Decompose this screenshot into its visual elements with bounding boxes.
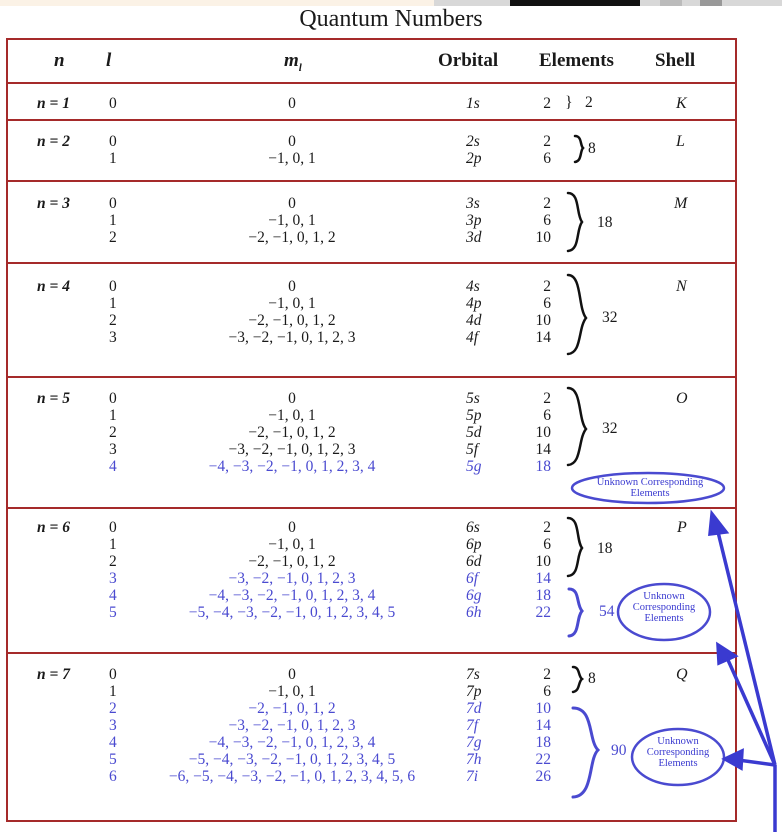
- row-elements: 2: [543, 195, 551, 212]
- row-orbital: 1s: [466, 95, 480, 112]
- row-orbital: 5p: [466, 407, 482, 424]
- row-n: n = 7: [37, 666, 70, 683]
- row-l: 0: [109, 278, 117, 295]
- row-l: 0: [109, 666, 117, 683]
- row-ml-value: −4, −3, −2, −1, 0, 1, 2, 3, 4: [208, 734, 376, 751]
- row-l: 4: [109, 458, 117, 475]
- row-orbital: 5d: [466, 424, 482, 441]
- row-ml-value: 0: [288, 195, 296, 212]
- row-l: 2: [109, 312, 117, 329]
- row-n: n = 5: [37, 390, 70, 407]
- shell-n: N: [676, 278, 687, 295]
- shell-k: K: [676, 95, 687, 112]
- row-elements: 22: [535, 604, 551, 621]
- row-orbital: 3d: [466, 229, 482, 246]
- brace-o: [568, 388, 586, 465]
- brace-m: [568, 193, 582, 251]
- note-n5: Unknown Corresponding Elements: [596, 477, 704, 499]
- row-ml-value: 0: [288, 95, 296, 112]
- shell-l: L: [676, 133, 685, 150]
- row-orbital: 7d: [466, 700, 482, 717]
- row-elements: 2: [543, 666, 551, 683]
- row-orbital: 7i: [466, 768, 479, 785]
- row-orbital: 7f: [466, 717, 479, 734]
- total-n: 32: [602, 309, 618, 326]
- row-ml-value: −2, −1, 0, 1, 2: [248, 553, 336, 570]
- row-l: 3: [109, 717, 117, 734]
- row-orbital: 6h: [466, 604, 482, 621]
- row-l: 0: [109, 95, 117, 112]
- total-p-unknown: 54: [599, 603, 615, 620]
- row-l: 3: [109, 441, 117, 458]
- header-ml: $m_l$: [284, 50, 302, 74]
- row-elements: 14: [535, 441, 551, 458]
- row-l: 0: [109, 195, 117, 212]
- row-orbital: 3p: [466, 212, 482, 229]
- brace-k: }: [565, 94, 573, 111]
- row-l: 1: [109, 683, 117, 700]
- page-title: Quantum Numbers: [299, 6, 483, 32]
- row-elements: 2: [543, 519, 551, 536]
- header-l: l: [106, 50, 112, 71]
- brace-q-blue: [573, 708, 598, 797]
- row-ml-value: −5, −4, −3, −2, −1, 0, 1, 2, 3, 4, 5: [188, 604, 396, 621]
- row-ml-value: −6, −5, −4, −3, −2, −1, 0, 1, 2, 3, 4, 5, 6: [168, 768, 416, 785]
- brace-p: [568, 518, 582, 576]
- row-l: 0: [109, 133, 117, 150]
- row-n: n = 6: [37, 519, 70, 536]
- row-l: 0: [109, 390, 117, 407]
- row-elements: 22: [535, 751, 551, 768]
- row-orbital: 5g: [466, 458, 482, 475]
- row-l: 1: [109, 295, 117, 312]
- row-elements: 2: [543, 390, 551, 407]
- row-elements: 14: [535, 717, 551, 734]
- row-l: 1: [109, 212, 117, 229]
- header-n: n: [54, 50, 65, 71]
- row-orbital: 7p: [466, 683, 482, 700]
- row-elements: 14: [535, 570, 551, 587]
- total-o: 32: [602, 420, 618, 437]
- shell-m: M: [674, 195, 688, 212]
- row-orbital: 6d: [466, 553, 482, 570]
- total-q: 8: [588, 670, 596, 687]
- row-orbital: 5f: [466, 441, 479, 458]
- row-elements: 10: [535, 553, 551, 570]
- row-n: n = 1: [37, 95, 70, 112]
- row-l: 5: [109, 751, 117, 768]
- row-ml-value: 0: [288, 133, 296, 150]
- row-ml-value: −3, −2, −1, 0, 1, 2, 3: [228, 329, 356, 346]
- row-elements: 6: [543, 407, 551, 424]
- brace-l: [575, 136, 583, 162]
- row-orbital: 6s: [466, 519, 480, 536]
- row-l: 0: [109, 519, 117, 536]
- row-ml-value: 0: [288, 390, 296, 407]
- row-l: 3: [109, 329, 117, 346]
- row-ml-value: −3, −2, −1, 0, 1, 2, 3: [228, 570, 356, 587]
- row-elements: 6: [543, 150, 551, 167]
- row-ml-value: −3, −2, −1, 0, 1, 2, 3: [228, 717, 356, 734]
- row-ml-value: 0: [288, 666, 296, 683]
- row-elements: 2: [543, 133, 551, 150]
- row-l: 5: [109, 604, 117, 621]
- row-orbital: 2p: [466, 150, 482, 167]
- row-l: 2: [109, 700, 117, 717]
- row-ml-value: −2, −1, 0, 1, 2: [248, 312, 336, 329]
- row-ml-value: −1, 0, 1: [268, 683, 316, 700]
- row-orbital: 2s: [466, 133, 480, 150]
- row-l: 6: [109, 768, 117, 785]
- row-elements: 6: [543, 295, 551, 312]
- row-l: 1: [109, 407, 117, 424]
- header-elements: Elements: [539, 50, 614, 71]
- row-orbital: 6g: [466, 587, 482, 604]
- row-ml-value: 0: [288, 278, 296, 295]
- brace-p-blue: [569, 589, 582, 636]
- brace-q: [573, 667, 582, 692]
- row-l: 2: [109, 229, 117, 246]
- row-elements: 18: [535, 587, 551, 604]
- row-elements: 6: [543, 212, 551, 229]
- row-elements: 6: [543, 536, 551, 553]
- shell-q: Q: [676, 666, 688, 683]
- row-elements: 10: [535, 424, 551, 441]
- row-n: n = 2: [37, 133, 70, 150]
- shell-o: O: [676, 390, 688, 407]
- note-n6: Unknown Corresponding Elements: [632, 591, 696, 624]
- row-ml-value: −4, −3, −2, −1, 0, 1, 2, 3, 4: [208, 458, 376, 475]
- row-ml-value: −1, 0, 1: [268, 150, 316, 167]
- row-ml-value: −1, 0, 1: [268, 295, 316, 312]
- row-ml-value: −1, 0, 1: [268, 212, 316, 229]
- row-l: 1: [109, 536, 117, 553]
- row-ml-value: −2, −1, 0, 1, 2: [248, 424, 336, 441]
- row-orbital: 7g: [466, 734, 482, 751]
- row-orbital: 4p: [466, 295, 482, 312]
- row-ml-value: −1, 0, 1: [268, 536, 316, 553]
- total-k: 2: [585, 94, 593, 111]
- row-l: 2: [109, 553, 117, 570]
- row-ml-value: −1, 0, 1: [268, 407, 316, 424]
- row-elements: 18: [535, 458, 551, 475]
- row-n: n = 3: [37, 195, 70, 212]
- row-orbital: 7s: [466, 666, 480, 683]
- row-orbital: 6f: [466, 570, 479, 587]
- row-ml-value: 0: [288, 519, 296, 536]
- row-elements: 10: [535, 229, 551, 246]
- row-elements: 10: [535, 700, 551, 717]
- header-shell: Shell: [655, 50, 696, 71]
- shell-p: P: [677, 519, 687, 536]
- total-m: 18: [597, 214, 613, 231]
- row-ml-value: −2, −1, 0, 1, 2: [248, 229, 336, 246]
- total-l: 8: [588, 140, 596, 157]
- row-orbital: 7h: [466, 751, 482, 768]
- row-elements: 10: [535, 312, 551, 329]
- row-elements: 14: [535, 329, 551, 346]
- row-elements: 26: [535, 768, 551, 785]
- row-elements: 6: [543, 683, 551, 700]
- row-l: 2: [109, 424, 117, 441]
- note-n7: Unknown Corresponding Elements: [646, 736, 710, 769]
- total-p: 18: [597, 540, 613, 557]
- row-orbital: 3s: [466, 195, 480, 212]
- row-orbital: 4s: [466, 278, 480, 295]
- total-q-unknown: 90: [611, 742, 627, 759]
- row-orbital: 6p: [466, 536, 482, 553]
- row-n: n = 4: [37, 278, 70, 295]
- row-orbital: 4f: [466, 329, 479, 346]
- header-orbital: Orbital: [438, 50, 499, 71]
- row-ml-value: −4, −3, −2, −1, 0, 1, 2, 3, 4: [208, 587, 376, 604]
- row-l: 3: [109, 570, 117, 587]
- row-l: 4: [109, 587, 117, 604]
- row-orbital: 5s: [466, 390, 480, 407]
- row-elements: 2: [543, 95, 551, 112]
- row-orbital: 4d: [466, 312, 482, 329]
- row-elements: 2: [543, 278, 551, 295]
- row-ml-value: −5, −4, −3, −2, −1, 0, 1, 2, 3, 4, 5: [188, 751, 396, 768]
- row-l: 4: [109, 734, 117, 751]
- row-l: 1: [109, 150, 117, 167]
- row-ml-value: −3, −2, −1, 0, 1, 2, 3: [228, 441, 356, 458]
- row-elements: 18: [535, 734, 551, 751]
- row-ml-value: −2, −1, 0, 1, 2: [248, 700, 336, 717]
- brace-n: [568, 275, 586, 354]
